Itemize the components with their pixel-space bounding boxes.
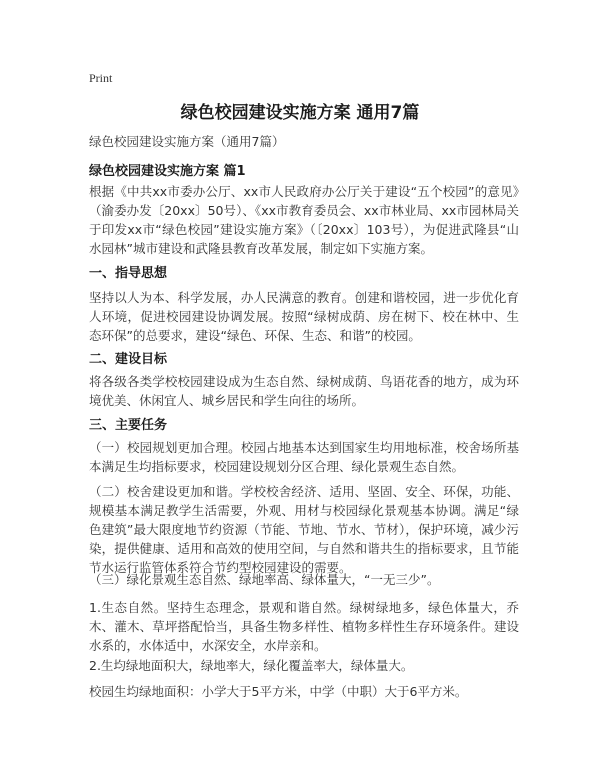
goal-paragraph: 将各级各类学校校园建设成为生态自然、绿树成荫、鸟语花香的地方，成为环境优美、休闲宜人、城乡居民和学生向往的场所。	[89, 374, 519, 408]
task-3-paragraph: （三）绿化景观生态自然、绿地率高、绿体量大，“一无三少”。	[89, 572, 440, 587]
section-title: 绿色校园建设实施方案 篇1	[89, 164, 246, 179]
page-title: 绿色校园建设实施方案 通用7篇	[180, 103, 420, 123]
heading-construction-goal: 二、建设目标	[89, 352, 168, 367]
document-subtitle: 绿色校园建设实施方案（通用7篇）	[89, 134, 285, 149]
intro-paragraph: 根据《中共xx市委办公厅、xx市人民政府办公厅关于建设“五个校园”的意见》（渝委办发〔20xx〕50号）、《xx市教育委员会、xx市林业局、xx市园林局关于印发xx市“绿色校园”建设实施方案》（〔20xx〕103号），为促进武隆县“山水园林”城市建设和武隆县教育改革发展，制定如下实施方案。	[89, 184, 519, 256]
item-1-paragraph: 1.生态自然。坚持生态理念，景观和谐自然。绿树绿地多，绿色体量大，乔木、灌木、草坪搭配恰当，具备生物多样性、植物多样性生存环境条件。建设水系的，水体适中，水深安全，水岸亲和。	[89, 600, 519, 653]
task-1-paragraph: （一）校园规划更加合理。校园占地基本达到国家生均用地标准，校舍场所基本满足生均指标要求，校园建设规划分区合理、绿化景观生态自然。	[89, 440, 519, 474]
item-2-paragraph: 2.生均绿地面积大，绿地率大，绿化覆盖率大，绿体量大。	[89, 658, 414, 673]
heading-main-tasks: 三、主要任务	[89, 418, 168, 433]
heading-guiding-thought: 一、指导思想	[89, 266, 168, 281]
guiding-paragraph: 坚持以人为本、科学发展，办人民满意的教育。创建和谐校园，进一步优化育人环境，促进校园建设协调发展。按照“绿树成荫、房在树下、校在林中、生态环保”的总要求，建设“绿色、环保、生态、和谐”的校园。	[89, 290, 519, 343]
print-label[interactable]: Print	[89, 71, 113, 85]
task-2-paragraph: （二）校舍建设更加和谐。学校校舍经济、适用、坚固、安全、环保，功能、规模基本满足教学生活需要，外观、用材与校园绿化景观基本协调。满足“绿色建筑”最大限度地节约资源（节能、节地、节水、节材），保护环境，减少污染，提供健康、适用和高效的使用空间，与自然和谐共生的指标要求，且节能节水运行监管体系符合节约型校园建设的需要。	[89, 484, 519, 575]
item-2-detail-paragraph: 校园生均绿地面积：小学大于5平方米，中学（中职）大于6平方米。	[89, 684, 468, 699]
